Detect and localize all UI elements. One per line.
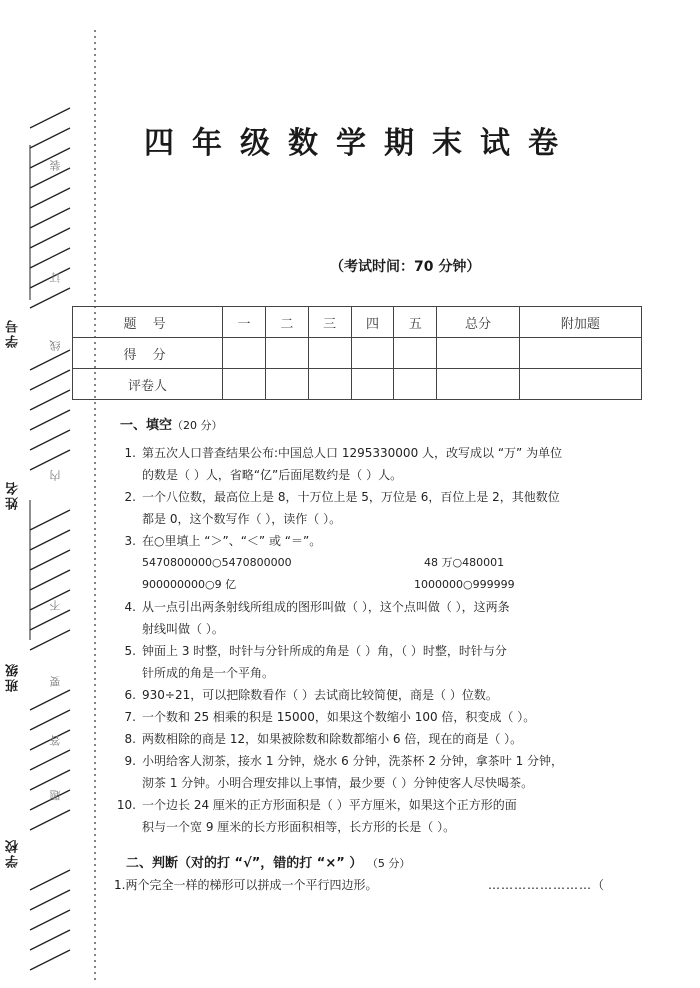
question-number: 6.: [124, 688, 136, 702]
binding-margin: [0, 0, 100, 988]
question-number: 10.: [116, 798, 136, 812]
question-2: [112, 486, 560, 530]
section-1-title: 一、填空: [120, 418, 173, 433]
score-cell[interactable]: [265, 369, 308, 400]
question-9: [112, 750, 563, 794]
margin-char: 不: [49, 600, 62, 611]
student-id-label: 学号: [6, 318, 21, 348]
margin-char: 题: [49, 790, 62, 801]
question-number: 8.: [124, 732, 136, 746]
name-label: 姓名: [6, 480, 21, 510]
score-cell[interactable]: [394, 369, 437, 400]
score-header-cell: 五: [394, 307, 437, 338]
score-header-cell: 四: [351, 307, 394, 338]
score-header-row: [73, 307, 642, 338]
question-text: 两数相除的商是 12，如果被除数和除数都缩小 6 倍，现在的商是（ ）。: [142, 732, 523, 746]
question-10: [112, 794, 517, 838]
question-8: [112, 728, 522, 750]
score-cell[interactable]: [308, 369, 351, 400]
margin-char: 装: [49, 160, 62, 171]
question-4: [112, 596, 510, 640]
score-header-cell: 题 号: [73, 307, 223, 338]
grader-row: [73, 369, 642, 400]
score-cell[interactable]: [308, 338, 351, 369]
score-cell[interactable]: [394, 338, 437, 369]
margin-char: 订: [49, 272, 62, 283]
question-text: 一个边长 24 厘米的正方形面积是（ ）平方厘米，如果这个正方形的面: [142, 798, 517, 812]
score-cell[interactable]: [437, 369, 520, 400]
exam-time: （考试时间：70 分钟）: [330, 259, 481, 275]
question-text: 930÷21，可以把除数看作（ ）去试商比较简便，商是（ ）位数。: [142, 688, 498, 702]
question-number: 3.: [124, 534, 136, 548]
score-row-label: 得 分: [73, 338, 223, 369]
question-5: [112, 640, 507, 684]
question-text: 钟面上 3 时整，时针与分针所成的角是（ ）角，（ ）时整，时针与分: [142, 644, 507, 658]
score-row: [73, 338, 642, 369]
question-text: 积与一个宽 9 厘米的长方形面积相等，长方形的长是（ ）。: [142, 820, 456, 834]
question-number: 7.: [124, 710, 136, 724]
question-3: [112, 530, 321, 552]
page-title: 四年级数学期末试卷: [144, 126, 576, 161]
question-text: 针所成的角是一个平角。: [142, 666, 275, 680]
question-number: 5.: [124, 644, 136, 658]
score-cell[interactable]: [437, 338, 520, 369]
compare-item: 48 万○480001: [424, 556, 505, 569]
score-header-cell: 二: [265, 307, 308, 338]
score-cell[interactable]: [519, 338, 641, 369]
score-header-cell: 附加题: [519, 307, 641, 338]
score-cell[interactable]: [519, 369, 641, 400]
section-2-points: （5 分）: [366, 857, 411, 870]
margin-char: 答: [49, 735, 62, 746]
question-number: 2.: [124, 490, 136, 504]
question-text: 一个八位数，最高位上是 8，十万位上是 5，万位是 6，百位上是 2，其他数位: [142, 490, 560, 504]
question-7: [112, 706, 535, 728]
question-number: 4.: [124, 600, 136, 614]
answer-leader-dots: ……………………（: [488, 878, 606, 892]
compare-item: 1000000○999999: [414, 578, 515, 591]
section-2-heading: [126, 852, 410, 871]
score-cell[interactable]: [223, 338, 266, 369]
score-cell[interactable]: [223, 369, 266, 400]
score-header-cell: 三: [308, 307, 351, 338]
question-number: 9.: [124, 754, 136, 768]
question-text: 射线叫做（ ）。: [142, 622, 224, 636]
question-1: [112, 442, 562, 486]
question-6: [112, 684, 498, 706]
question-text: 第五次人口普查结果公布:中国总人口 1295330000 人，改写成以 “万” 为单位: [142, 446, 563, 460]
score-cell[interactable]: [351, 369, 394, 400]
score-cell[interactable]: [351, 338, 394, 369]
question-text: 在○里填上 “＞”、“＜” 或 “＝”。: [142, 534, 322, 548]
section-2-title: 二、判断（对的打 “√”，错的打 “×” ）: [126, 856, 363, 871]
question-text: 小明给客人沏茶，接水 1 分钟，烧水 6 分钟，洗茶杯 2 分钟，拿茶叶 1 分钟，: [142, 754, 564, 768]
score-header-cell: 总分: [437, 307, 520, 338]
compare-item: 900000000○9 亿: [142, 578, 237, 591]
question-text: 都是 0，这个数写作（ ），读作（ ）。: [142, 512, 342, 526]
score-header-cell: 一: [223, 307, 266, 338]
score-cell[interactable]: [265, 338, 308, 369]
compare-item: 5470800000○5470800000: [142, 556, 292, 569]
question-text: 从一点引出两条射线所组成的图形叫做（ ），这个点叫做（ ），这两条: [142, 600, 510, 614]
margin-char: 要: [49, 676, 62, 687]
true-false-question-1: 1.两个完全一样的梯形可以拼成一个平行四边形。: [114, 878, 378, 892]
margin-char: 线: [49, 340, 62, 351]
score-table: [72, 306, 642, 400]
question-text: 一个数和 25 相乘的积是 15000，如果这个数缩小 100 倍，积变成（ ）。: [142, 710, 536, 724]
school-label: 学校: [6, 838, 21, 868]
class-label: 班级: [6, 662, 21, 692]
margin-char: 内: [49, 470, 62, 481]
question-number: 1.: [124, 446, 136, 460]
grader-row-label: 评卷人: [73, 369, 223, 400]
section-1-points: （20 分）: [172, 419, 223, 432]
section-1-heading: [120, 414, 223, 433]
question-text: 的数是（ ）人，省略“亿”后面尾数约是（ ）人。: [142, 468, 403, 482]
question-text: 沏茶 1 分钟。小明合理安排以上事情，最少要（ ）分钟使客人尽快喝茶。: [142, 776, 534, 790]
